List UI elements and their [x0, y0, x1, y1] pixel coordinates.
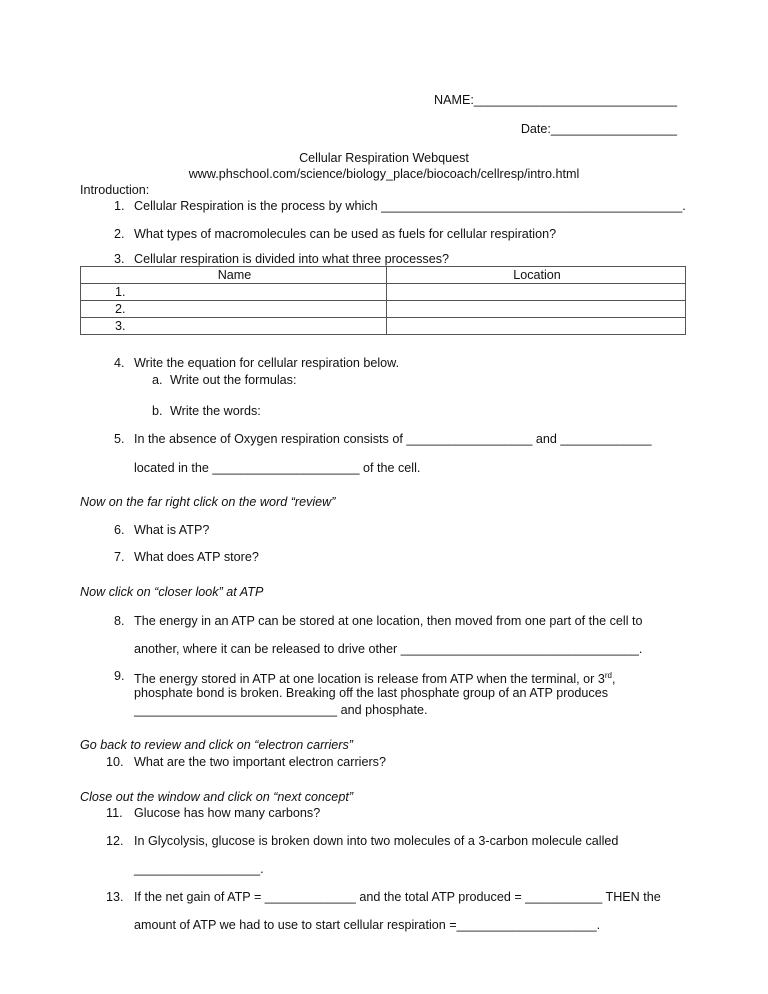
q9-line1-text: The energy stored in ATP at one location is release from ATP when the terminal, or 3: [134, 672, 605, 687]
row-name-cell[interactable]: 2.: [81, 301, 387, 318]
q13-number: 13.: [106, 890, 124, 904]
q8-line2: another, where it can be released to drive other __________________________________.: [134, 642, 643, 656]
row-location-cell[interactable]: [387, 284, 686, 301]
q11-text: Glucose has how many carbons?: [134, 806, 321, 820]
q12-line1: In Glycolysis, glucose is broken down into two molecules of a 3-carbon molecule called: [134, 834, 619, 848]
q2-number: 2.: [114, 227, 125, 241]
row-location-cell[interactable]: [387, 301, 686, 318]
instruction-closer-look: Now click on “closer look” at ATP: [80, 585, 264, 599]
q6-number: 6.: [114, 523, 125, 537]
q3-number: 3.: [114, 252, 125, 266]
header-location: Location: [387, 267, 686, 284]
q8-number: 8.: [114, 614, 125, 628]
q10-text: What are the two important electron carriers?: [134, 755, 386, 769]
q7-text: What does ATP store?: [134, 550, 259, 564]
q4-text: Write the equation for cellular respiration below.: [134, 356, 400, 370]
row-name-cell[interactable]: 1.: [81, 284, 387, 301]
q13-line2: amount of ATP we had to use to start cellular respiration =____________________.: [134, 918, 601, 932]
q4b-text: Write the words:: [170, 404, 261, 418]
q8-line1: The energy in an ATP can be stored at one location, then moved from one part of the cell to: [134, 614, 643, 628]
q10-number: 10.: [106, 755, 124, 769]
q4a-text: Write out the formulas:: [170, 373, 297, 387]
q13-line1: If the net gain of ATP = _____________ and the total ATP produced = ___________ THEN the: [134, 890, 661, 904]
q4-number: 4.: [114, 356, 125, 370]
table-header-row: [81, 267, 686, 284]
intro-heading: Introduction:: [80, 183, 150, 197]
processes-table: [80, 266, 686, 335]
q12-number: 12.: [106, 834, 124, 848]
q3-text: Cellular respiration is divided into what three processes?: [134, 252, 450, 266]
q5-line2: located in the _____________________ of the cell.: [134, 461, 421, 475]
table-row: [81, 284, 686, 301]
instruction-review: Now on the far right click on the word “review”: [80, 495, 336, 509]
instruction-next-concept: Close out the window and click on “next concept”: [80, 790, 354, 804]
date-field[interactable]: Date:__________________: [520, 122, 677, 136]
q7-number: 7.: [114, 550, 125, 564]
table-row: [81, 301, 686, 318]
q5-number: 5.: [114, 432, 125, 446]
q12-line2: __________________.: [134, 862, 264, 876]
row-name-cell[interactable]: 3.: [81, 318, 387, 335]
name-field[interactable]: NAME:_____________________________: [433, 93, 677, 107]
q5-line1: In the absence of Oxygen respiration consists of __________________ and _____________: [134, 432, 652, 446]
q11-number: 11.: [106, 806, 123, 820]
q6-text: What is ATP?: [134, 523, 210, 537]
q9-number: 9.: [114, 669, 125, 683]
row-location-cell[interactable]: [387, 318, 686, 335]
q1-text: Cellular Respiration is the process by which ___________________________________________.: [134, 199, 686, 213]
table-row: [81, 318, 686, 335]
q9-line2: phosphate bond is broken. Breaking off the last phosphate group of an ATP produces: [134, 686, 608, 700]
q1-number: 1.: [114, 199, 125, 213]
webquest-url: www.phschool.com/science/biology_place/biocoach/cellresp/intro.html: [188, 167, 580, 181]
q2-text: What types of macromolecules can be used as fuels for cellular respiration?: [134, 227, 557, 241]
q9-comma: ,: [612, 672, 616, 687]
q4b-letter: b.: [152, 404, 163, 418]
q9-superscript: rd: [604, 671, 613, 680]
header-name: Name: [81, 267, 387, 284]
q4a-letter: a.: [152, 373, 163, 387]
q9-line3: _____________________________ and phosphate.: [134, 703, 428, 717]
instruction-electron-carriers: Go back to review and click on “electron carriers”: [80, 738, 353, 752]
page-title: Cellular Respiration Webquest: [299, 151, 469, 165]
